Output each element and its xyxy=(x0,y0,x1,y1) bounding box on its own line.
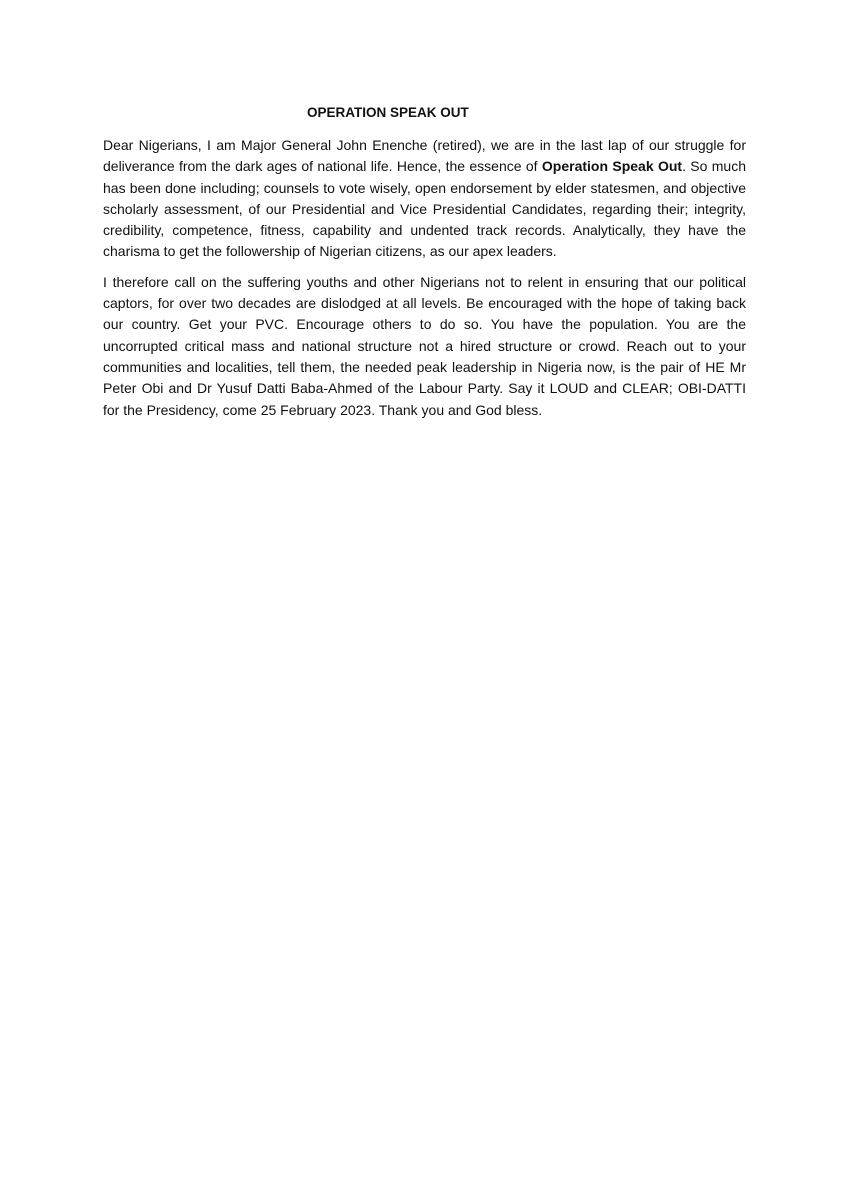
paragraph-intro xyxy=(103,135,746,263)
paragraph-intro-text-2: . So much has been done including; counsels to vote wisely, open endorsement by elder statesmen, and objective scholarly assessment, of our Presidential and Vice Presidential Candidates, regarding their; integrity, credibility, competence, fitness, capability and undented track records. Analytically, they have the charisma to get the followership of Nigerian citizens, as our apex leaders. xyxy=(103,158,746,260)
paragraph-call-to-action: I therefore call on the suffering youths and other Nigerians not to relent in ensuring that our political captors, for over two decades are dislodged at all levels. Be encouraged with the hope of taking back our country. Get your PVC. Encourage others to do so. You have the population. You are the uncorrupted critical mass and national structure not a hired structure or crowd. Reach out to your communities and localities, tell them, the needed peak leadership in Nigeria now, is the pair of HE Mr Peter Obi and Dr Yusuf Datti Baba-Ahmed of the Labour Party. Say it LOUD and CLEAR; OBI-DATTI for the Presidency, come 25 February 2023. Thank you and God bless. xyxy=(103,273,746,418)
paragraph-intro-text-1: Dear Nigerians, I am Major General John Enenche (retired), we are in the last lap of our struggle for deliverance from the dark ages of national life. Hence, the essence of xyxy=(103,137,746,175)
document-title: OPERATION SPEAK OUT xyxy=(307,105,469,120)
document-body xyxy=(103,135,746,430)
operation-name-emphasis: Operation Speak Out xyxy=(541,158,683,175)
